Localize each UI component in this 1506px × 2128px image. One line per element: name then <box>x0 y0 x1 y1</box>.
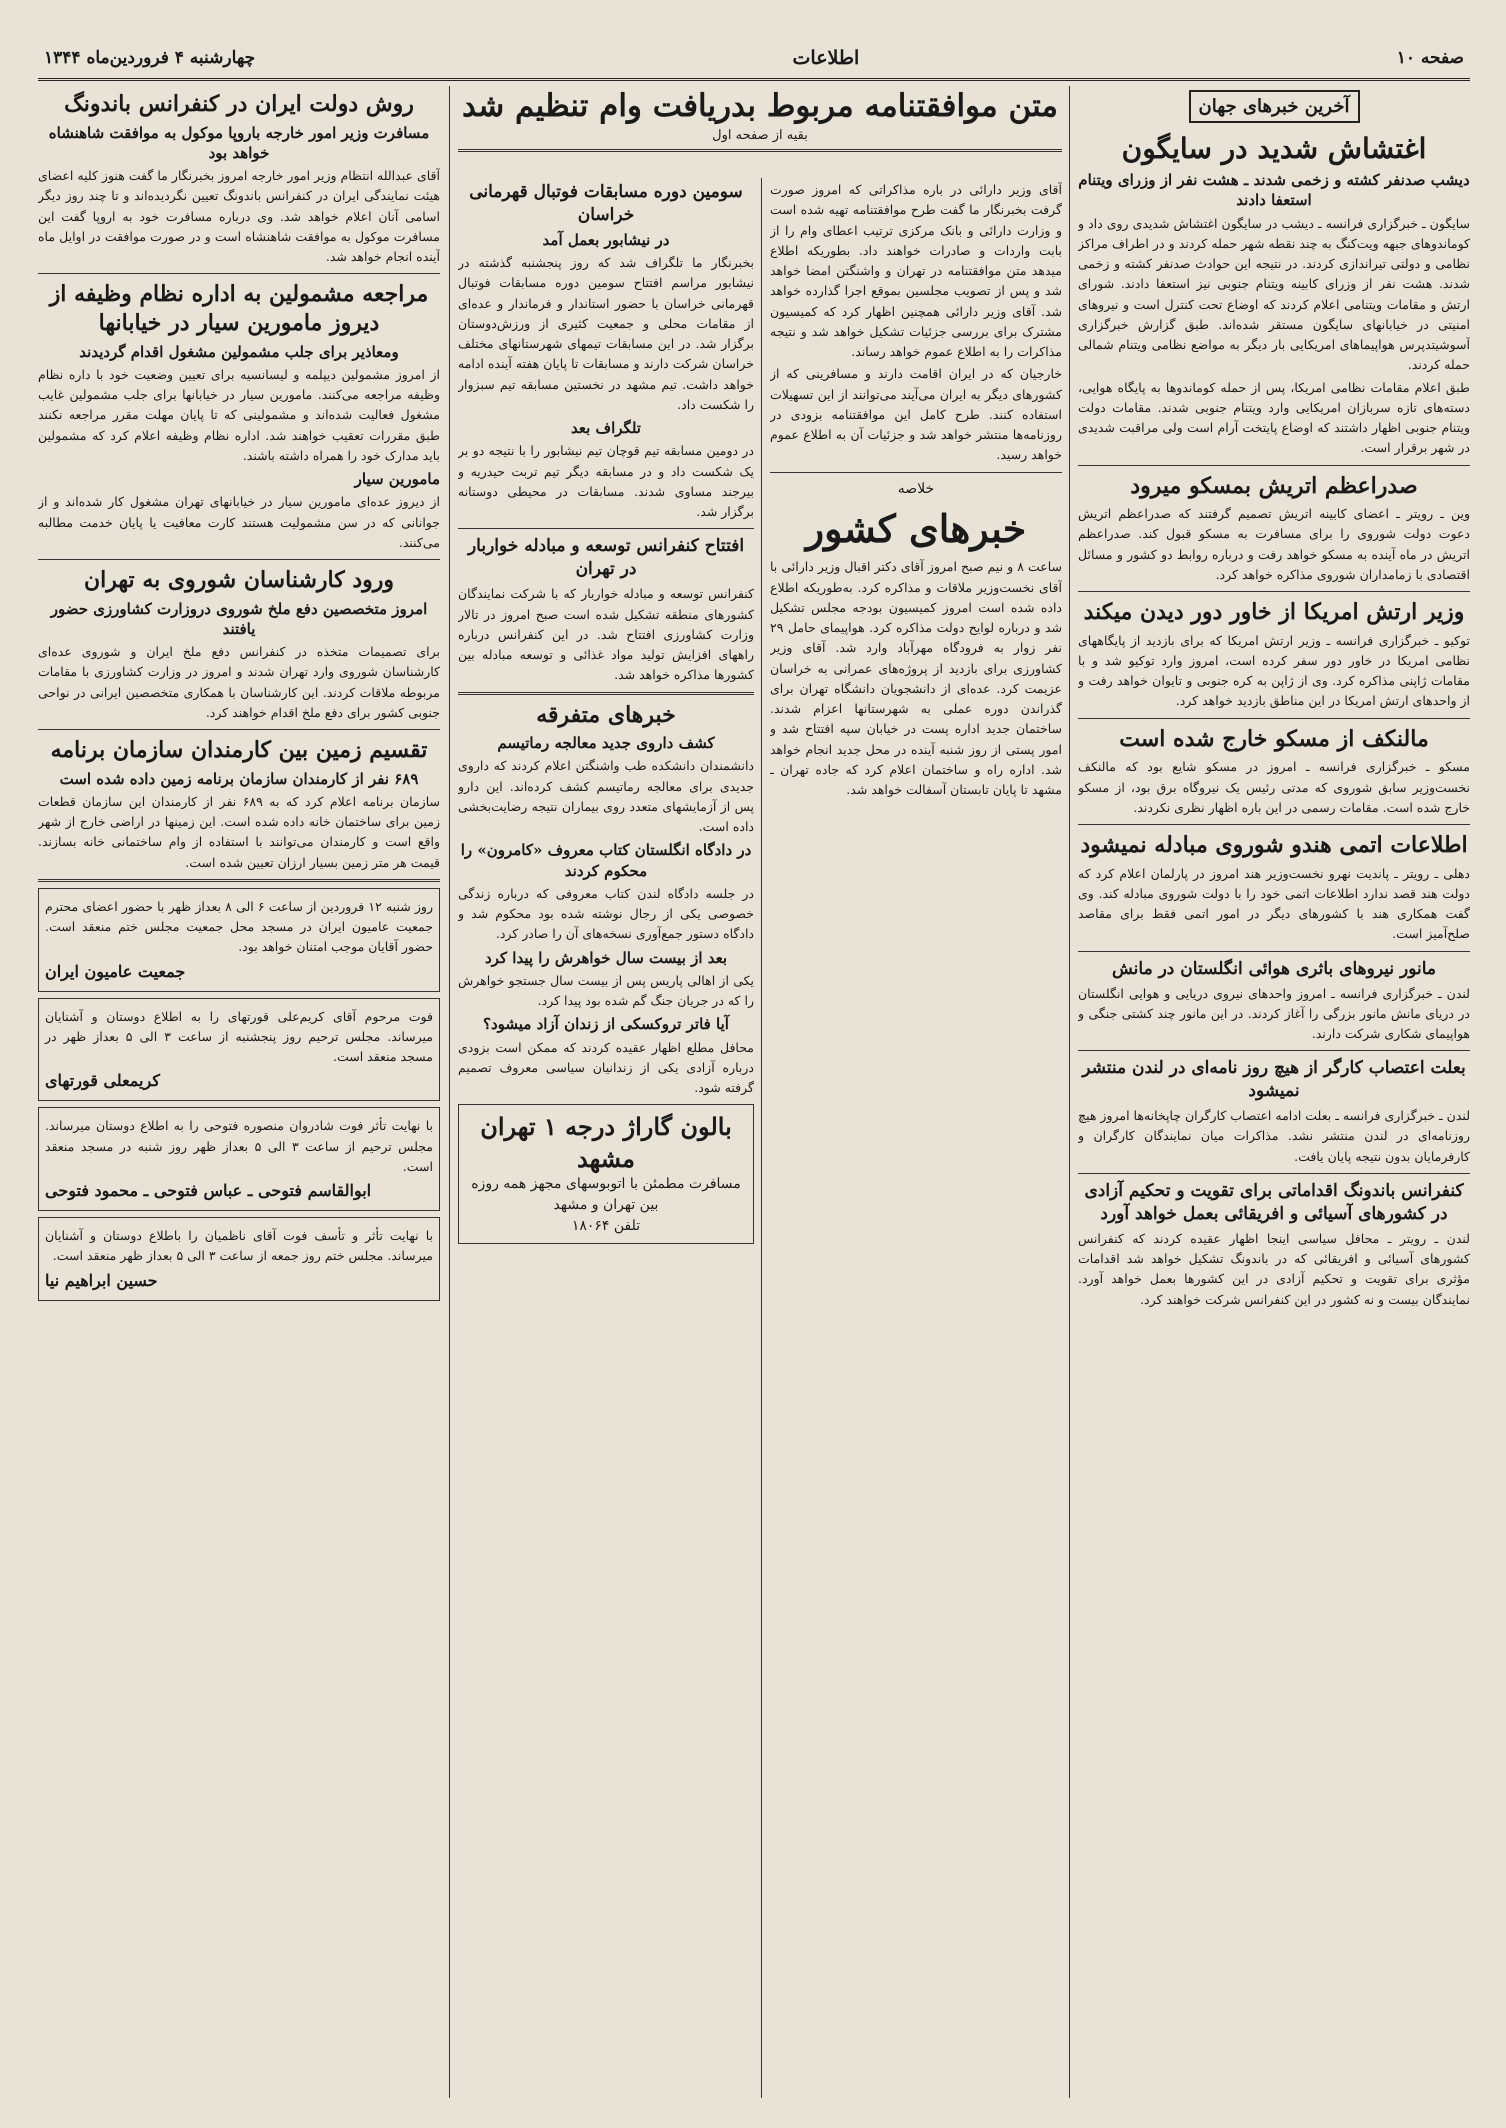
mid-left-subcol <box>458 178 754 2098</box>
article-prisoner: محافل مطلع اظهار عقیده کردند که ممکن است بزودی درباره آزادی یکی از زندانیان سیاسی معروف تصمیم گرفته شود. <box>458 1039 754 1096</box>
notice-4 <box>38 1217 440 1301</box>
headline-soviet-experts: ورود کارشناسان شوروی به تهران <box>83 567 395 594</box>
headline-us-army: وزیر ارتش امریکا از خاور دور دیدن میکند <box>1083 599 1465 626</box>
article-rheumatism: دانشمندان دانشکده طب واشنگتن اعلام کردند که داروی جدیدی برای معالجه رماتیسم کشف کرده‌اند. این دارو پس از آزمایشهای متعدد روی بیماران نتیجه رضایت‌بخشی داده است. <box>458 758 754 835</box>
headline-austria: صدراعظم اتریش بمسکو میرود <box>1130 472 1418 499</box>
article-malenkov: مسکو ـ خبرگزاری فرانسه ـ امروز در مسکو شایع بود که مالنکف نخست‌وزیر سابق شوروی که مدتی رئیس یک نیروگاه برق بود، از مسکو خارج شده است. مقامات رسمی در این باره اظهار نظری نکردند. <box>1078 759 1470 815</box>
headline-bandung-iran: روش دولت ایران در کنفرانس باندونگ <box>64 91 414 117</box>
notice-1 <box>38 888 440 992</box>
world-news-box: آخرین خبرهای جهان <box>1189 90 1360 123</box>
garage-ad-phone: تلفن ۱۸۰۶۴ <box>571 1217 641 1234</box>
headline-food-conference: افتتاح کنفرانس توسعه و مبادله خواربار در تهران <box>467 536 745 580</box>
article-bandung-iran: آقای عبدالله انتظام وزیر امور خارجه امروز بخبرنگار ما گفت هنوز کلیه اعضای هیئت نمایندگی ایران در کنفرانس باندونگ تعیین نگردیده‌اند و تا چند روز دیگر اسامی آنان اعلام خواهد شد. وی درباره مسافرت خود به اروپا گفت این مسافرت موکول به موافقت شاهنشاه است و در صورت موافقت در اوایل ماه آینده انجام خواهد شد. <box>38 168 440 265</box>
garage-ad-text: مسافرت مطمئن با اتوبوسهای مجهز همه روزه بین تهران و مشهد <box>471 1175 741 1213</box>
headline-sister: بعد از بیست سال خواهرش را پیدا کرد <box>484 948 728 967</box>
headline-rheumatism: کشف داروی جدید معالجه رماتیسم <box>497 734 715 753</box>
article-bandung: لندن ـ رویتر ـ محافل سیاسی اینجا اظهار عقیده کردند که کنفرانس کشورهای آسیائی و افریقائی که در باندونگ تشکیل خواهد شد اقدامات مؤثری برای تقویت و تحکیم آزادی در این کشورها بعمل خواهد آورد. نمایندگان بیست و نه کشور در این کنفرانس شرکت خواهند کرد. <box>1078 1230 1470 1307</box>
notice-3-text: با نهایت تأثر فوت شادروان منصوره فتوحی را به اطلاع دوستان میرساند. مجلس ترحیم از ساعت ۳ الی ۵ بعداز ظهر روز شنبه در مسجد منعقد است. <box>45 1118 434 1174</box>
column-world-news <box>1078 86 1470 2098</box>
article-london-strike: لندن ـ خبرگزاری فرانسه ـ بعلت ادامه اعتصاب کارگران چاپخانه‌ها امروز هیچ روزنامه‌ای در لندن منتشر نشد. مذاکرات میان نمایندگان کارگران و کارفرمایان بدون نتیجه پایان یافت. <box>1078 1108 1470 1164</box>
headline-india: اطلاعات اتمی هندو شوروی مبادله نمیشود <box>1080 832 1468 859</box>
notice-2-text: فوت مرحوم آقای کریم‌علی قورتهای را به اطلاع دوستان و آشنایان میرساند. مجلس ترحیم روز پنجشنبه از ساعت ۳ الی ۵ بعداز ظهر در مسجد منعقد است. <box>45 1008 433 1065</box>
kholaseh-label: خلاصه <box>897 480 935 497</box>
headline-misc: خبرهای متفرقه <box>536 701 676 728</box>
headline-conscripts: مراجعه مشمولین به اداره نظام وظیفه از دیروز مامورین سیار در خیابانها <box>49 281 429 336</box>
headline-malenkov: مالنکف از مسکو خارج شده است <box>1119 725 1429 752</box>
notice-1-text: روز شنبه ۱۲ فروردین از ساعت ۶ الی ۸ بعداز ظهر با حضور اعضای محترم جمعیت عامیون ایران در مسجد محل جمعیت مجلس ختم منعقد است. حضور آقایان موجب امتنان خواهد بود. <box>45 898 433 955</box>
headline-loan: متن موافقتنامه مربوط بدریافت وام تنظیم شد <box>461 88 1059 124</box>
issue-date: چهارشنبه ۴ فروردین‌ماه ۱۳۴۴ <box>44 48 256 68</box>
notice-4-sig: حسین ابراهیم نیا <box>45 1270 158 1290</box>
notice-2-sig: کریمعلی قورتهای <box>45 1071 160 1091</box>
notice-3 <box>38 1107 440 1211</box>
masthead <box>38 38 1470 81</box>
subhead-football: در نیشابور بعمل آمد <box>542 230 670 249</box>
article-saigon: سایگون ـ خبرگزاری فرانسه ـ دیشب در سایگون اغتشاش شدیدی روی داد و کوماندوهای جبهه ویت‌کنگ به چند نقطه شهر حمله کردند و در اطراف مراکز نظامی و دولتی تیراندازی کردند. در نتیجه این حوادث صدنفر کشته و زخمی شدند. هشت نفر از وزرای کابینه ویتنام جنوبی نیز استعفا دادند. شورای ارتش و مقامات ویتنامی اعلام کردند که اوضاع تحت کنترل است و نیروهای امنیتی در خیابانهای سایگون مستقر شده‌اند. طبق گزارش خبرگزاری آسوشیتدپرس هواپیماهای امریکایی بار دیگر به مواضع نظامی ویتنام شمالی حمله کردند. <box>1078 215 1470 373</box>
column-middle <box>458 86 1062 2098</box>
continued-note: بقیه از صفحه اول <box>712 128 808 144</box>
garage-ad-title: بالون گاراژ درجه ۱ تهران مشهد <box>480 1112 732 1173</box>
notice-2 <box>38 998 440 1102</box>
subhead-mobile-agents: مامورین سیار <box>354 470 440 489</box>
article-saigon-2: طبق اعلام مقامات نظامی امریکا، پس از حمله کوماندوها به پایگاه هوایی، دسته‌های تازه سربازان امریکایی وارد ویتنام جنوبی شدند. مقامات دولت ویتنام جنوبی اظهار داشتند که اوضاع پایتخت آرام است ولی مراقبت شدیدی در شهر برقرار است. <box>1078 379 1470 456</box>
headline-cameron: در دادگاه انگلستان کتاب معروف «کامرون» را محکوم کردند <box>460 841 752 880</box>
column-domestic <box>38 86 440 2098</box>
article-loan-2: خارجیان که در ایران اقامت دارند و مسافرینی که از کشورهای دیگر به ایران می‌آیند می‌توانند از این تسهیلات استفاده کنند. طرح کامل این موافقتنامه بزودی در روزنامه‌ها منتشر خواهد شد و جزئیات آن به اطلاع عموم خواهد رسید. <box>770 366 1062 463</box>
article-soviet-experts: برای تصمیمات متخذه در کنفرانس دفع ملخ ایران و شوروی عده‌ای کارشناسان شوروی وارد تهران شدند و امروز در وزارت کشاورزی با مقامات مربوطه ملاقات کردند. این کارشناسان با همکاری متخصصین ایرانی در نواحی جنوبی کشور برای دفع ملخ اقدام خواهند کرد. <box>38 644 440 720</box>
headline-bandung: کنفرانس باندونگ اقداماتی برای تقویت و تحکیم آزادی در کشورهای آسیائی و افریقائی بعمل خواهد آورد <box>1084 1180 1464 1224</box>
subhead-conscripts: ومعاذیر برای جلب مشمولین مشغول اقدام گردیدند <box>79 342 399 361</box>
page-number: صفحه ۱۰ <box>1396 48 1464 68</box>
subhead-land: ۶۸۹ نفر از کارمندان سازمان برنامه زمین داده شده است <box>59 769 419 788</box>
garage-ad <box>458 1104 754 1243</box>
article-mobile-agents: از دیروز عده‌ای مامورین سیار در خیابانهای تهران مشغول کار شده‌اند و از جوانانی که در سن مشمولیت هستند کارت معافیت یا پایان خدمت مطالبه می‌کنند. <box>38 494 440 550</box>
newspaper-page <box>38 38 1470 2098</box>
headline-saigon: اغتشاش شدید در سایگون <box>1121 132 1427 165</box>
headline-football: سومین دوره مسابقات فوتبال قهرمانی خراسان <box>469 182 743 225</box>
article-uk-maneuver: لندن ـ خبرگزاری فرانسه ـ امروز واحدهای نیروی دریایی و هوایی انگلستان در دریای مانش مانور بزرگی را آغاز کردند. در این مانور چند کشتی جنگی و هواپیمای شکاری شرکت دارند. <box>1078 985 1470 1042</box>
article-telegraph: در دومین مسابقه تیم قوچان تیم نیشابور را با نتیجه دو بر یک شکست داد و در مسابقه دیگر تیم تربت حیدریه و بیرجند مساوی شدند. مسابقات در محیطی دوستانه برگزار شد. <box>458 443 754 520</box>
article-india: دهلی ـ رویتر ـ پاندیت نهرو نخست‌وزیر هند امروز در پارلمان اعلام کرد که دولت هند قصد ندارد اطلاعات اتمی خود را با دولت شوروی مبادله کند. وی گفت همکاری هند با کشورهای دیگر در امور اتمی فقط برای مقاصد صلح‌آمیز است. <box>1078 865 1470 942</box>
article-conscripts: از امروز مشمولین دیپلمه و لیسانسیه برای تعیین وضعیت خود با داره نظام وظیفه مراجعه می‌کنند. مامورین سیار در خیابانها برای جلب مشمولین غایب مشغول فعالیت شده‌اند و مشمولینی که تا پایان مهلت مقرر مراجعه نکنند طبق مقررات تعقیب خواهند شد. اداره نظام وظیفه اعلام کرد که مشمولین باید مدارک خود را همراه داشته باشند. <box>38 366 440 463</box>
notice-1-sig: جمعیت عامیون ایران <box>45 961 186 981</box>
article-loan: آقای وزیر دارائی در باره مذاکراتی که امروز صورت گرفت بخبرنگار ما گفت طرح موافقتنامه تهیه شده است و وزارت دارائی و بانک مرکزی ترتیب اعطای وام را از بابت واردات و صادرات خواهند داد. بطوریکه اطلاع میدهد متن موافقتنامه در تهران و واشنگتن امضا خواهد شد و پس از تصویب مجلسین بموقع اجرا گذارده خواهد شد. آقای وزیر دارائی همچنین اظهار کرد که کمیسیون مشترک برای بررسی جزئیات تشکیل خواهد شد و نتیجه مذاکرات را به اطلاع عموم خواهد رساند. <box>770 182 1062 359</box>
telegraph-label: تلگراف بعد <box>571 419 641 438</box>
article-sister: یکی از اهالی پاریس پس از بیست سال جستجو خواهرش را که در جریان جنگ گم شده بود پیدا کرد. <box>458 972 754 1009</box>
headline-prisoner: آیا فاتر تروکسکی از زندان آزاد میشود؟ <box>483 1015 729 1034</box>
headline-uk-maneuver: مانور نیروهای باثری هوائی انگلستان در مانش <box>1111 958 1437 979</box>
kholaseh-title: خبرهای کشور <box>805 505 1027 551</box>
mid-right-subcol <box>770 178 1062 2098</box>
article-football: بخبرنگار ما تلگراف شد که روز پنجشنبه گذشته در نیشابور مراسم افتتاح سومین دوره مسابقات فوتبال قهرمانی خراسان با حضور استاندار و فرماندار و عده‌ای از مقامات محلی و جمعیت کثیری از ورزش‌دوستان برگزار شد. در این مسابقات تیمهای شهرستانهای مختلف خراسان شرکت دارند و مسابقات تا پایان هفته آینده ادامه خواهد داشت. تیم مشهد در نخستین مسابقه تیم سبزوار را شکست داد. <box>458 255 754 412</box>
notice-4-text: با نهایت تأثر و تأسف فوت آقای ناظمیان را باطلاع دوستان و آشنایان میرساند. مجلس ختم روز جمعه از ساعت ۳ الی ۵ بعداز ظهر منعقد است. <box>45 1228 433 1264</box>
subhead-soviet-experts: امروز متخصصین دفع ملخ شوروی دروزارت کشاورزی حضور یافتند <box>50 599 428 638</box>
columns <box>38 86 1470 2098</box>
subhead-minister: مسافرت وزیر امور خارجه باروپا موکول به موافقت شاهنشاه خواهد بود <box>48 123 430 162</box>
notice-3-sig: ابوالقاسم فتوحی ـ عباس فتوحی ـ محمود فتوحی <box>45 1181 372 1201</box>
headline-london-strike: بعلت اعتصاب کارگر از هیچ روز نامه‌ای در لندن منتشر نمیشود <box>1082 1058 1466 1102</box>
article-domestic-news: ساعت ۸ و نیم صبح امروز آقای دکتر اقبال وزیر دارائی با آقای نخست‌وزیر ملاقات و مذاکره کرد. به‌طوریکه اطلاع داده شده است امروز کمیسیون بودجه مجلس تشکیل شد و درباره لوایح دولت مذاکره کرد. هواپیمای حامل ۲۹ نفر زوار به فرودگاه مهرآباد وارد شد. آقای وزیر کشاورزی برای بازدید از پروژه‌های عمرانی به خراسان عزیمت کرد. عده‌ای از دانشجویان دانشگاه تهران برای گذراندن دوره عملی به شهرستانها اعزام شدند. ساختمان جدید اداره پست در خیابان سپه افتتاح شد و امور پستی از روز شنبه آینده در محل جدید انجام خواهد شد. اداره راه و ساختمان اعلام کرد که جاده تهران ـ مشهد تا پایان تابستان آسفالت خواهد شد. <box>770 559 1062 798</box>
subhead-saigon: دیشب صدنفر کشته و زخمی شدند ـ هشت نفر از وزرای ویتنام استعفا دادند <box>1078 171 1470 210</box>
article-us-army: توکیو ـ خبرگزاری فرانسه ـ وزیر ارتش امریکا که برای بازدید از پایگاههای نظامی امریکا در خاور دور سفر کرده است، امروز وارد توکیو شد و با مقامات ژاپنی مذاکره کرد. وی از ژاپن به کره جنوبی و تایوان خواهد رفت و از واحدهای ارتش امریکا در این مناطق بازدید خواهد کرد. <box>1078 632 1470 709</box>
article-cameron: در جلسه دادگاه لندن کتاب معروفی که درباره زندگی خصوصی یکی از رجال نوشته شده بود محکوم شد و دادگاه دستور جمع‌آوری نسخه‌های آن را صادر کرد. <box>458 885 754 942</box>
newspaper-name: اطلاعات <box>792 47 860 69</box>
headline-land: تقسیم زمین بین کارمندان سازمان برنامه <box>50 737 428 764</box>
article-food-conference: کنفرانس توسعه و مبادله خواربار که با شرکت نمایندگان کشورهای منطقه تشکیل شده است صبح امروز در تالار وزارت کشاورزی افتتاح شد. در این کنفرانس درباره راههای افزایش تولید مواد غذائی و توسعه مبادله بین کشورها مذاکره خواهد شد. <box>458 586 754 683</box>
article-land: سازمان برنامه اعلام کرد که به ۶۸۹ نفر از کارمندان این سازمان قطعات زمین برای ساختمان خانه داده شده است. این زمینها در اراضی خارج از شهر واقع است و کارمندان می‌توانند با استفاده از وام ساختمانی خانه بسازند. قیمت هر متر زمین بسیار ارزان تعیین شده است. <box>38 793 440 870</box>
article-austria: وین ـ رویتر ـ اعضای کابینه اتریش تصمیم گرفتند که صدراعظم اتریش دعوت دولت شوروی را برای مسافرت به مسکو قبول کند. صدراعظم اتریش در ماه آینده به مسکو خواهد رفت و درباره روابط دو کشور و مسائل اقتصادی با زمامداران شوروی مذاکره خواهد کرد. <box>1078 506 1470 582</box>
